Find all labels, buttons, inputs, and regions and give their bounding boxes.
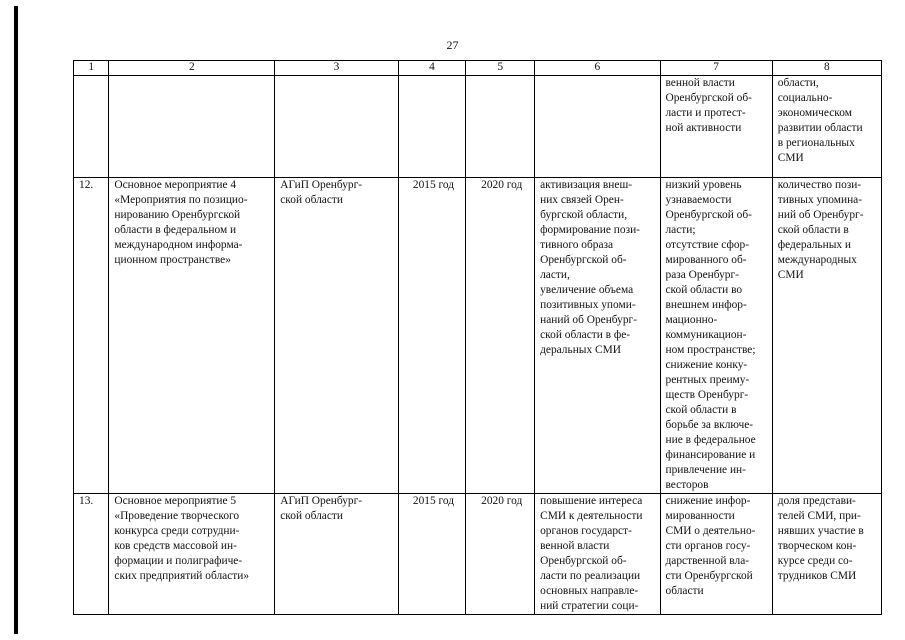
cell-text: 2020 год bbox=[481, 179, 523, 191]
header-row bbox=[74, 61, 882, 76]
cell-text: АГиП Оренбург- ской области bbox=[280, 179, 363, 206]
cell-indicator bbox=[772, 76, 881, 178]
scan-edge-bar bbox=[14, 6, 18, 634]
cell-text: повышение интереса СМИ к деятельности органов государст- венной власти Оренбургской об- ласти по реализации основных направле- ний стратегии соци- bbox=[540, 495, 643, 612]
program-table bbox=[73, 60, 882, 615]
cell-expected-result bbox=[535, 76, 660, 178]
cell-responsible bbox=[275, 494, 398, 615]
cell-activity-name bbox=[109, 76, 275, 178]
cell-text: 2015 год bbox=[412, 179, 455, 191]
cell-indicator bbox=[772, 494, 881, 615]
cell-text: Основное мероприятие 5 «Проведение творческого конкурса среди сотрудни- ков средств массовой ин- формации и полиграфиче- ских предприятий области» bbox=[114, 495, 250, 582]
cell-risks bbox=[660, 76, 772, 178]
column-header-4: 4 bbox=[398, 61, 466, 76]
cell-text: АГиП Оренбург- ской области bbox=[280, 495, 363, 522]
cell-text: 2015 год bbox=[412, 495, 455, 507]
cell-risks bbox=[660, 178, 772, 494]
cell-start-year bbox=[398, 76, 466, 178]
cell-responsible bbox=[275, 76, 398, 178]
column-header-8: 8 bbox=[772, 61, 881, 76]
column-header-3: 3 bbox=[275, 61, 398, 76]
column-header-1: 1 bbox=[74, 61, 109, 76]
cell-text: низкий уровень узнаваемости Оренбургской об- ласти; отсутствие сфор- мированного об- раза Оренбург- ской области во внешнем инфор- мационно- коммуникацион- ном пространстве; снижение конку- рентных преиму- ществ Оренбург- ской области в борьбе за включе- ние в федеральное финансирование и привлечение ин- весторов bbox=[665, 179, 756, 491]
cell-number bbox=[74, 494, 109, 615]
cell-text: активизация внеш- них связей Орен- бургской области, формирование пози- тивного образа Оренбургской об- ласти, увеличение объема позитивных упоми- наний об Оренбург- ской области в фе- деральных СМИ bbox=[540, 179, 640, 356]
cell-expected-result bbox=[535, 178, 660, 494]
cell-indicator bbox=[772, 178, 881, 494]
cell-expected-result bbox=[535, 494, 660, 615]
table-row bbox=[74, 76, 882, 178]
column-header-7: 7 bbox=[660, 61, 772, 76]
cell-text: Основное мероприятие 4 «Мероприятия по позицио- нированию Оренбургской области в федеральном и международном информа- ционном пространстве» bbox=[114, 179, 248, 266]
cell-risks bbox=[660, 494, 772, 615]
cell-number bbox=[74, 178, 109, 494]
cell-activity-name bbox=[109, 178, 275, 494]
cell-text: доля представи- телей СМИ, при- нявших участие в творческом кон- курсе среди со- трудников СМИ bbox=[777, 495, 864, 582]
cell-start-year bbox=[398, 178, 466, 494]
cell-text: 12. bbox=[79, 179, 94, 191]
column-header-5: 5 bbox=[466, 61, 535, 76]
column-header-6: 6 bbox=[535, 61, 660, 76]
cell-text: количество пози- тивных упомина- ний об Оренбург- ской области в федеральных и международных СМИ bbox=[777, 179, 864, 281]
cell-responsible bbox=[275, 178, 398, 494]
table-row bbox=[74, 494, 882, 615]
cell-text: снижение инфор- мированности СМИ о деятельно- сти органов госу- дарственной вла- сти Оренбургской области bbox=[665, 495, 756, 597]
cell-text: 2020 год bbox=[481, 495, 523, 507]
page-number: 27 bbox=[446, 38, 459, 52]
cell-text: 13. bbox=[79, 495, 94, 507]
cell-end-year bbox=[466, 76, 535, 178]
cell-number bbox=[74, 76, 109, 178]
cell-start-year bbox=[398, 494, 466, 615]
cell-end-year bbox=[466, 494, 535, 615]
cell-end-year bbox=[466, 178, 535, 494]
cell-text: области, социально- экономическом развитии области в региональных СМИ bbox=[777, 77, 863, 164]
column-header-2: 2 bbox=[109, 61, 275, 76]
cell-activity-name bbox=[109, 494, 275, 615]
cell-text: венной власти Оренбургской об- ласти и протест- ной активности bbox=[665, 77, 752, 134]
table-row bbox=[74, 178, 882, 494]
